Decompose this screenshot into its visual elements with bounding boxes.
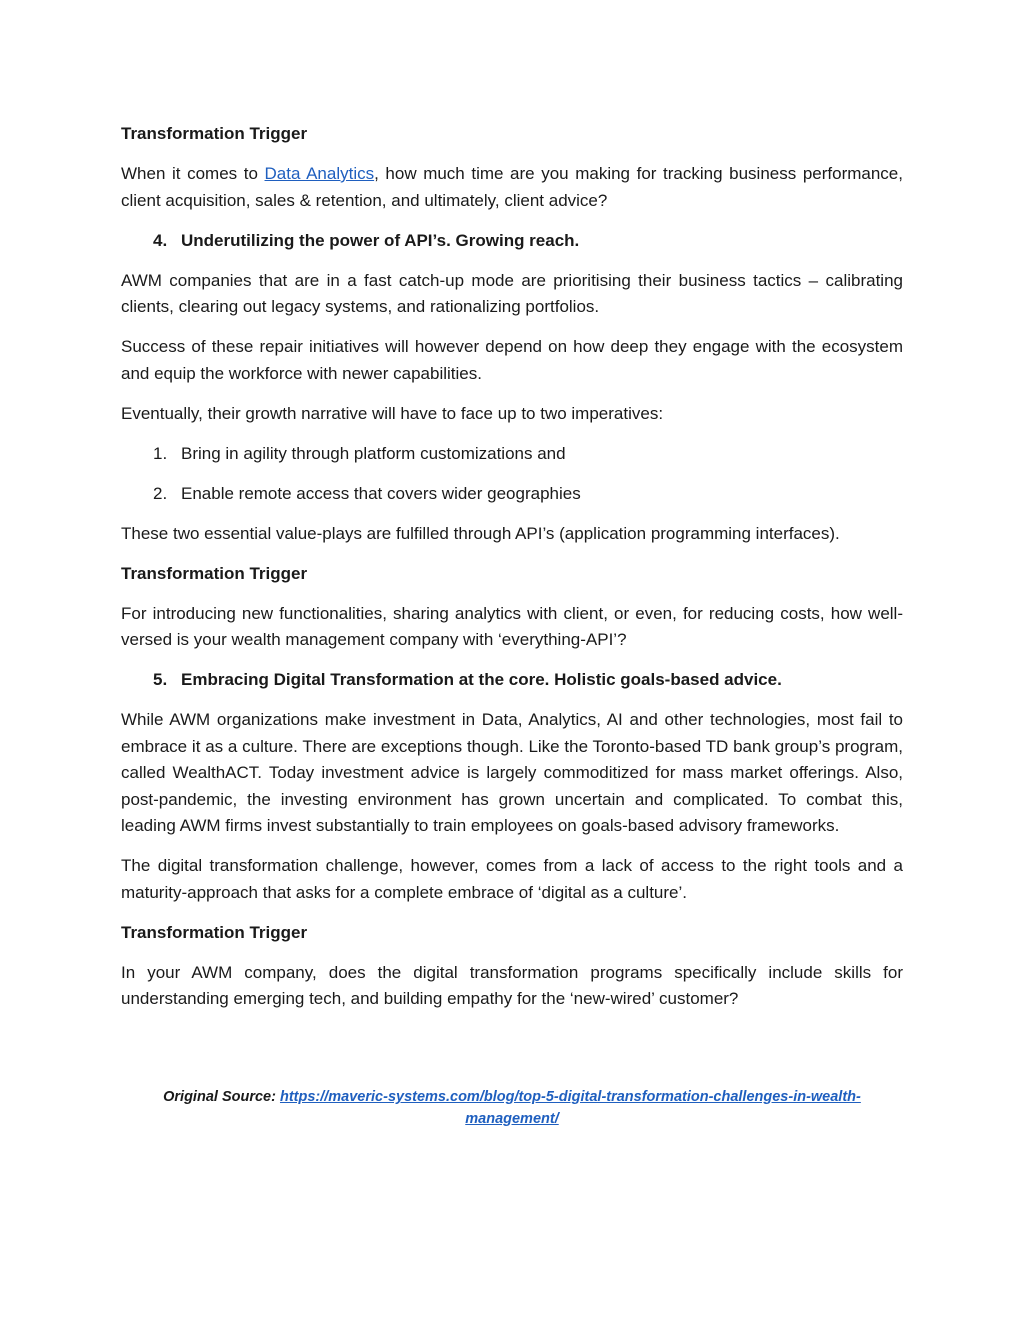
list-number: 2. [153,483,168,503]
list-item [153,481,903,508]
section-heading: Transformation Trigger [121,922,308,942]
section-heading: Transformation Trigger [121,124,308,143]
source-label: Original Source: [163,1089,276,1105]
paragraph: AWM companies that are in a fast catch-up mode are prioritising their business tactics – calibrating clients, clearing out legacy systems, and rationalizing portfolios. [121,270,903,316]
list-text: Enable remote access that covers wider geographies [181,483,581,503]
list-text: Bring in agility through platform customizations and [181,443,566,463]
source-link[interactable]: https://maveric-systems.com/blog/top-5-digital-transformation-challenges-in-wealth-management/ [279,1089,861,1127]
paragraph: In your AWM company, does the digital transformation programs specifically include skills for understanding emerging tech, and building empathy for the ‘new-wired’ customer? [121,962,903,1008]
list-number: 5. [153,670,168,689]
original-source [121,1086,903,1130]
list-text: Embracing Digital Transformation at the core. Holistic goals-based advice. [181,670,782,689]
numbered-heading-4 [153,228,903,255]
paragraph: These two essential value-plays are fulfilled through API’s (application programming interfaces). [121,523,840,543]
paragraph-text: When it comes to [121,164,265,183]
paragraph: While AWM organizations make investment in Data, Analytics, AI and other technologies, most fail to embrace it as a culture. There are exceptions though. Like the Toronto-based TD bank group’s program, called WealthACT. Today investment advice is largely commoditized for mass market offerings. Also, post-pandemic, the investing environment has grown uncertain and complicated. To combat this, leading AWM firms invest substantially to train employees on goals-based advisory frameworks. [121,710,903,835]
list-number: 1. [153,443,168,463]
paragraph [121,161,903,214]
paragraph-text: , how much time are you making for tracking business performance, client acquisition, sales & retention, and ultimately, client advice? [121,164,903,210]
list-number: 4. [153,230,168,250]
numbered-heading-5 [153,667,903,694]
list-text: Underutilizing the power of API’s. Growing reach. [181,230,580,250]
section-heading: Transformation Trigger [121,563,308,583]
data-analytics-link[interactable]: Data Analytics [264,164,375,183]
paragraph: For introducing new functionalities, sharing analytics with client, or even, for reducing costs, how well-versed is your wealth management company with ‘everything-API’? [121,603,903,649]
paragraph: The digital transformation challenge, however, comes from a lack of access to the right tools and a maturity-approach that asks for a complete embrace of ‘digital as a culture’. [121,856,903,902]
list-item [153,441,903,468]
document-body [121,121,903,1026]
paragraph: Eventually, their growth narrative will have to face up to two imperatives: [121,403,664,423]
paragraph: Success of these repair initiatives will however depend on how deep they engage with the ecosystem and equip the workforce with newer capabilities. [121,337,903,383]
